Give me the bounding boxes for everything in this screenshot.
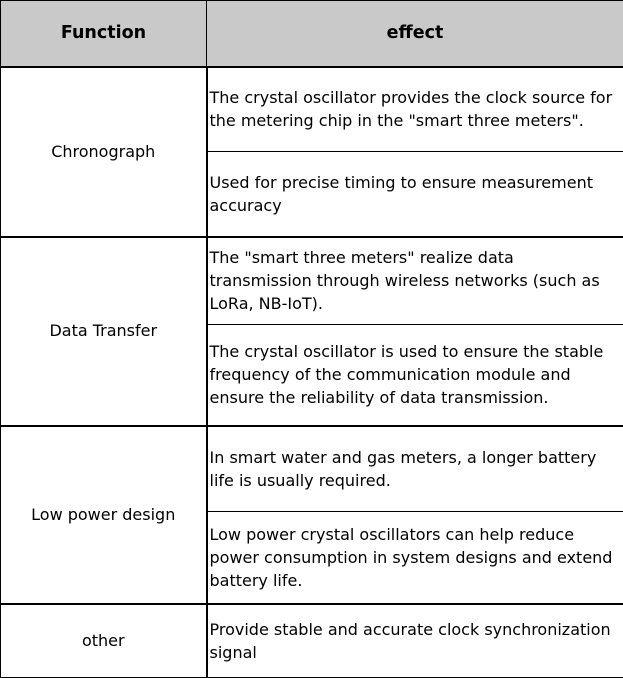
function-low-power-design: Low power design	[1, 426, 207, 604]
effect-cell: In smart water and gas meters, a longer battery life is usually required.	[207, 426, 623, 512]
function-data-transfer: Data Transfer	[1, 237, 207, 426]
effect-cell: The crystal oscillator provides the clock source for the metering chip in the "smart three meters".	[207, 67, 623, 152]
table-row	[1, 604, 623, 678]
effect-cell: The "smart three meters" realize data transmission through wireless networks (such as LoRa, NB-IoT).	[207, 237, 623, 325]
table-header-row	[1, 1, 623, 67]
effect-cell: The crystal oscillator is used to ensure the stable frequency of the communication module and ensure the reliability of data transmission.	[207, 325, 623, 426]
effect-cell: Provide stable and accurate clock synchronization signal	[207, 604, 623, 678]
table-row	[1, 67, 623, 152]
table-row	[1, 426, 623, 512]
effect-cell: Low power crystal oscillators can help reduce power consumption in system designs and extend battery life.	[207, 512, 623, 604]
table-row	[1, 237, 623, 325]
effect-cell: Used for precise timing to ensure measurement accuracy	[207, 152, 623, 237]
function-other: other	[1, 604, 207, 678]
header-function: Function	[1, 1, 207, 67]
function-chronograph: Chronograph	[1, 67, 207, 237]
header-effect: effect	[207, 1, 623, 67]
